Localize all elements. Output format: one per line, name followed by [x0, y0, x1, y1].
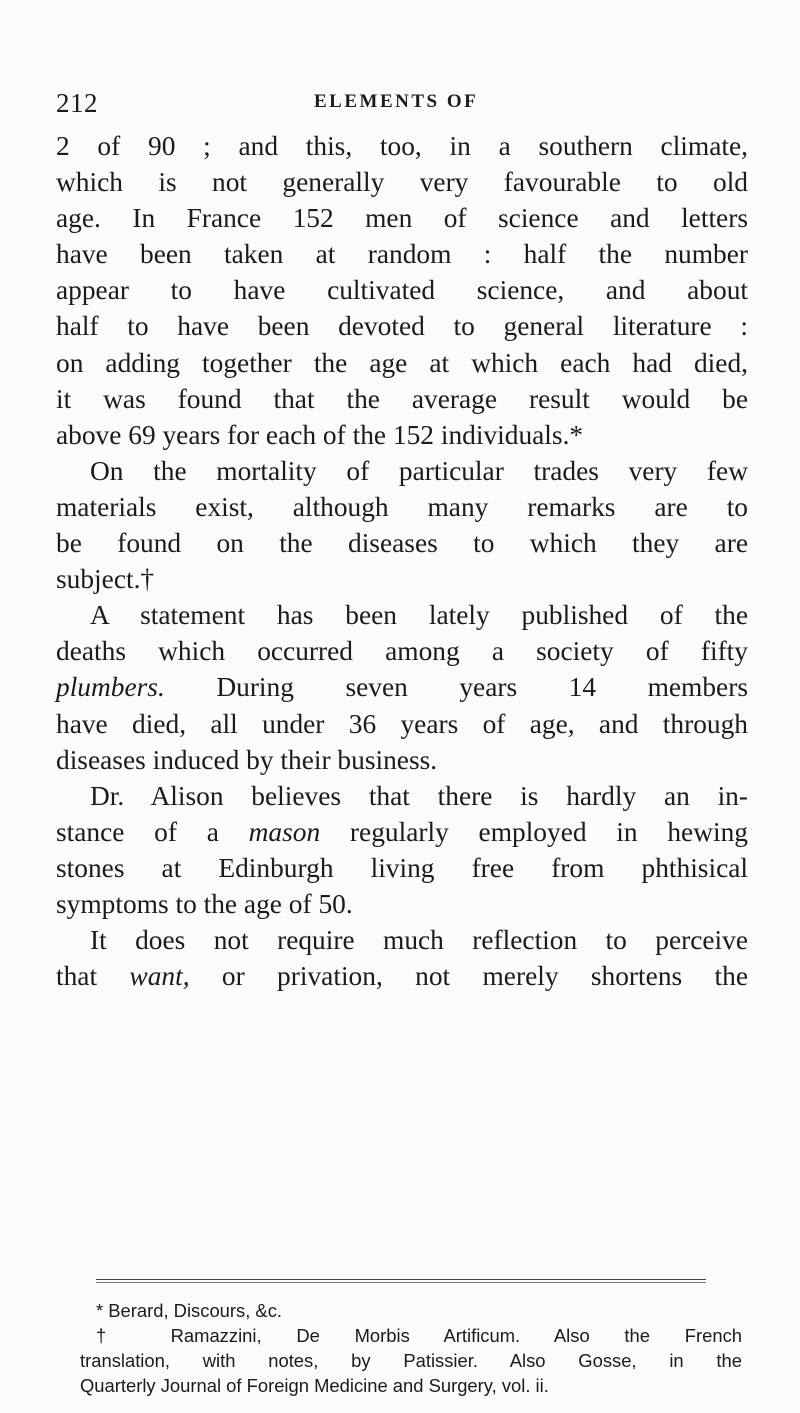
page-number: 212 — [56, 88, 98, 118]
text-line: On the mortality of particular trades very few — [90, 455, 748, 486]
footnote-ramazzini: † Ramazzini, De Morbis Artificum. Also the French — [96, 1325, 742, 1346]
text-span: or privation, not merely shortens the — [189, 961, 748, 992]
text-line: stones at Edinburgh living free from phthisical — [56, 852, 748, 883]
text-line: be found on the diseases to which they are — [56, 528, 748, 559]
running-head: ELEMENTS OF — [314, 91, 479, 112]
text-line: have been taken at random : half the number — [56, 239, 748, 270]
text-line — [56, 958, 748, 994]
text-line: age. In France 152 men of science and letters — [56, 203, 748, 234]
footnotes — [80, 1298, 742, 1398]
text-line: which is not generally very favourable to old — [56, 167, 748, 198]
italic-word: want, — [129, 961, 190, 992]
text-line: on adding together the age at which each had died, — [56, 347, 748, 378]
text-line: 2 of 90 ; and this, too, in a southern climate, — [56, 131, 748, 161]
footnote-line: Quarterly Journal of Foreign Medicine and Surgery, vol. ii. — [80, 1375, 549, 1396]
text-line: above 69 years for each of the 152 individuals.* — [56, 419, 584, 450]
italic-word: plumbers. — [56, 672, 165, 703]
text-line: half to have been devoted to general literature : — [56, 311, 748, 342]
text-line: symptoms to the age of 50. — [56, 888, 353, 919]
italic-word: mason — [248, 816, 321, 847]
text-span: stance of a — [56, 816, 249, 847]
text-line: A statement has been lately published of the — [90, 600, 748, 631]
footnote-line: translation, with notes, by Patissier. Also Gosse, in the — [80, 1350, 742, 1371]
text-line: materials exist, although many remarks are to — [56, 491, 748, 522]
text-line: It does not require much reflection to perceive — [90, 925, 748, 956]
text-line — [56, 669, 748, 705]
text-line: it was found that the average result would be — [56, 383, 748, 414]
footnote-berard: * Berard, Discours, &c. — [96, 1300, 283, 1321]
text-span: regularly employed in hewing — [320, 816, 748, 847]
text-line: Dr. Alison believes that there is hardly an in- — [90, 780, 748, 811]
text-line: subject.† — [56, 564, 155, 595]
page-header — [56, 88, 746, 118]
text-span: During seven years 14 members — [164, 672, 748, 703]
text-span: that — [56, 961, 130, 992]
body-text — [56, 128, 748, 994]
text-line: deaths which occurred among a society of fifty — [56, 636, 748, 667]
footnote-rule — [96, 1279, 706, 1280]
text-line: diseases induced by their business. — [56, 744, 438, 775]
footnote-rule-double — [96, 1282, 706, 1283]
text-line: appear to have cultivated science, and about — [56, 275, 748, 306]
text-line — [56, 814, 748, 850]
text-line: have died, all under 36 years of age, and through — [56, 708, 748, 739]
